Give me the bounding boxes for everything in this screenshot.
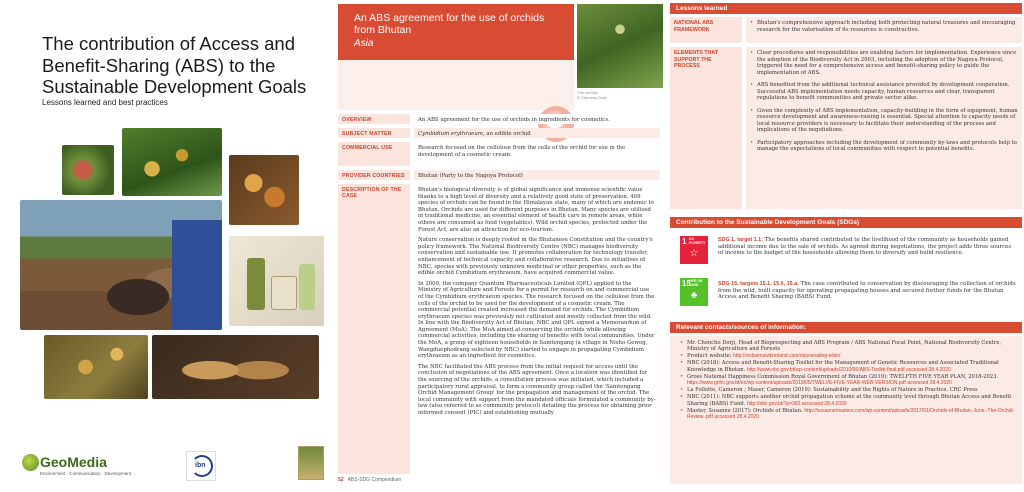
sdg-1-text bbox=[718, 237, 1018, 257]
description-paragraph: The NBC facilitated the ABS process from the initial request for access until the conclusion of negotiations of the ABS agreement. Once a location was identified for the sourcing of the orchids, a consultation process was initiated, which included a participatory rural appraisal, to form a community group called the 'Samtengang Orchid Management Group' for the propagation and management of the orchid. The local community with support from the mandated officials formulated a community by-law (also referred to as community protocol) detailing the process for obtaining prior informed consent (PIC) and establishing mutually bbox=[418, 363, 656, 416]
contact-item: • Product website: http://redoemswitzerland.com/rejuvenating-elixir/ bbox=[680, 353, 1016, 359]
species-desc: , an edible orchid bbox=[482, 131, 531, 137]
sdg-target: SDG 15, targets 15.1, 15.6, 15.a: bbox=[718, 281, 799, 287]
lesson-bullet: • Participatory approaches including the development of community by-laws and protocols help to manage the expectations of local communities with respect to potential benefits. bbox=[750, 140, 1018, 153]
species-name: Cymbidium erythraeum bbox=[418, 131, 483, 137]
table-row bbox=[338, 170, 660, 180]
row-value: Bhutan (Party to the Nagoya Protocol) bbox=[414, 170, 660, 180]
federal-ministry-logo bbox=[298, 446, 324, 480]
spices-photo bbox=[229, 155, 299, 225]
description-paragraph: Nature conservation is deeply rooted in the Bhutanese Constitution and the country's policy framework. The National Biodiversity Centre (NBC) manages biodiversity conservation and sustainable use. It promotes collaboration for technology transfer, enhancement of technical capacity and collaborative research. Due to initiatives of NBC, species with previously unknown medicinal or other properties, such as the edible orchid Cymbidium erythraeum, have acquired commercial value. bbox=[418, 237, 653, 277]
contact-item: • Gross National Happiness Commission Royal Government of Bhutan (2019): TWELFTH FIVE YEAR PLAN, 2018-2023. https://www.gnhc.gov.bt/en/wp-content/uploads/2019/05/TWELVE-FIVE-YEAR-WEB-VERSION.pdf accessed 28.4.2020 bbox=[680, 374, 1016, 387]
lesson-label: NATIONAL ABS FRAMEWORK bbox=[670, 17, 742, 43]
sdg-number: 1 bbox=[682, 237, 687, 246]
sdg-15-text bbox=[718, 281, 1018, 301]
page-footer bbox=[338, 477, 401, 483]
ibn-logo bbox=[186, 451, 216, 481]
page-number: 52 bbox=[338, 477, 344, 483]
lesson-bullet: • ABS benefited from the additional technical assistance provided by development cooperation. Successful ABS implementation needs capacity, human resources and clear, transparent regulations to benefit communities and private sector alike. bbox=[750, 82, 1018, 102]
description-paragraph: Bhutan's biological diversity is of global significance and immense scientific value thanks to a high level of diversity and a relatively good state of preservation. 469 species of orchids can be found in the Himalayan state, many of which are endemic to Bhutan. Orchids are used for different purposes in Bhutan. Many species are utilised in traditional medicine, an essential element of health care in remote areas, while others are consumed as food (vegetables). Wild orchid species, protected under the Forest Act, are also an attraction for eco-tourism. bbox=[418, 187, 654, 233]
contact-item: • NBC (2018): Access and Benefit-Sharing Toolkit for the Management of Genetic Resources and Associated Traditional Knowledge in Bhutan. http://www.nbc.gov.bt/wp-content/uploads/2010/06/ABS-Toolkit-final.pdf accessed 28.4.2020 bbox=[680, 360, 1016, 373]
table-row bbox=[338, 142, 660, 166]
sdg-target: SDG 1, target 1.1: bbox=[718, 237, 763, 243]
orchid-photo bbox=[577, 4, 663, 88]
case-title: An ABS agreement for the use of orchids from Bhutan bbox=[354, 12, 545, 36]
sdg-1-tile bbox=[680, 236, 708, 264]
row-label: OVERVIEW bbox=[338, 114, 410, 124]
sdg-description: The case contributed to conservation by discouraging the collection of orchids from the wild, built capacity for operating propagating houses and secured further funds for the Bhutan Access and Benefit Sharing (BABS) Fund. bbox=[718, 281, 1016, 301]
table-row bbox=[338, 184, 660, 474]
cosmetics-products-photo bbox=[229, 236, 324, 326]
lesson-label: ELEMENTS THAT SUPPORT THE PROCESS bbox=[670, 47, 742, 209]
table-row bbox=[338, 128, 660, 138]
seeds-in-hands-photo bbox=[152, 335, 319, 399]
case-header bbox=[338, 4, 574, 60]
row-value bbox=[414, 184, 660, 474]
photo-caption: The orchids © Chencho Dorji bbox=[577, 90, 607, 100]
cover-subtitle: Lessons learned and best practices bbox=[42, 98, 168, 107]
source-link[interactable]: http://www.nbc.gov.bt/wp-content/uploads/2010/06/ABS-Toolkit-final.pdf accessed 28.4.2020 bbox=[746, 366, 951, 373]
lesson-bullet: • Given the complexity of ABS implementation, capacity-building in the form of equipment, human resource development and awareness-raising is essential. Special attention to capacity needs of local resource providers is necessary to facilitate their understanding of the process and implications of the negotiations. bbox=[750, 108, 1018, 134]
harvest-roots-photo bbox=[20, 200, 222, 330]
lessons-page bbox=[668, 0, 1024, 492]
row-label: PROVIDER COUNTRIES bbox=[338, 170, 410, 180]
cover-title: The contribution of Access and Benefit-Sharing (ABS) to the Sustainable Development Goals bbox=[42, 33, 307, 97]
sdg-15-tile bbox=[680, 278, 708, 306]
contact-item: • La Follette, Cameron ; Maser, Cameron (2019): Sustainability and the Rights of Nature in Practice. CRC Press bbox=[680, 387, 1016, 393]
table-row bbox=[338, 114, 660, 124]
row-label: SUBJECT MATTER bbox=[338, 128, 410, 138]
contacts-heading: Relevant contacts/sources of information: bbox=[670, 322, 1022, 333]
sdg-description: The benefits shared contributed to the livelihood of the community as households gained additional income due to the sale of orchids. As agreed during negotiations, the project adds three sources of income to the budget of the households allowing them to diversify and build resilience. bbox=[718, 237, 1012, 257]
source-link[interactable]: https://www.gnhc.gov.bt/en/wp-content/uploads/2019/05/TWELVE-FIVE-YEAR-WEB-VERSION.pdf accessed 28.4.2020 bbox=[687, 380, 952, 387]
contact-item: • Mr. Chencho Dorji, Head of Bioprospecting and ABS Program / ABS National Focal Point, National Biodiversity Centre, Ministry of Agriculture and Forests bbox=[680, 340, 1016, 353]
lesson-bullet: • Bhutan's comprehensive approach including both protecting natural treasures and encouraging research for the valorisation of its resources is constructive. bbox=[750, 20, 1018, 33]
sdg-name: NO POVERTY bbox=[689, 237, 706, 245]
case-study-page bbox=[333, 0, 667, 492]
contact-item: • Master, Susanne (2017): Orchids of Bhutan. http://susannemasters.com/wp-content/uploads/2017/01/Orchids-of-Bhutan.-June.-The-Orchid-Review..pdf accessed 28.4.2020 bbox=[680, 408, 1016, 421]
sdg-number: 15 bbox=[682, 279, 691, 288]
footer-text: ABS-SDG Compendium bbox=[347, 477, 402, 483]
ibn-logo-text: ibn bbox=[195, 462, 206, 469]
sdg-heading: Contribution to the Sustainable Development Goals (SDGs) bbox=[670, 217, 1022, 228]
geomedia-tagline: Environment · Communication · Development bbox=[40, 471, 132, 476]
globe-icon bbox=[22, 454, 39, 471]
contacts-list bbox=[670, 336, 1022, 484]
geomedia-name: GeoMedia bbox=[40, 454, 107, 470]
family-icon: ☆ bbox=[689, 248, 699, 259]
row-value: An ABS agreement for the use of orchids in ingredients for cosmetics. bbox=[414, 114, 660, 124]
cover-page bbox=[0, 0, 330, 492]
lesson-row bbox=[670, 17, 1022, 43]
fruit-photo bbox=[62, 145, 114, 195]
flowers-photo bbox=[44, 335, 148, 399]
lesson-content bbox=[746, 17, 1022, 43]
lesson-row bbox=[670, 47, 1022, 209]
source-link[interactable]: http://nbc.gov.bt/?p=382 accessed 28.4.2020 bbox=[746, 400, 847, 407]
row-label: COMMERCIAL USE bbox=[338, 142, 410, 166]
row-value bbox=[414, 128, 660, 138]
description-paragraph: In 2009, the company Quantum Pharmaceuticals Limited (QPL) applied to the Ministry of Agriculture and Forests for a permit for research on and commercial use of the Cymbidium erythraeum species. The research focused on the cellulose from the cells of the orchid to be used for the development of a cosmetic cream. The commercial potential created increased the demand for orchids. The Cymbidium erythraeum species was previously not cultivated and mostly collected from the wild. In line with the Biodiversity Act of Bhutan, NBC and QPL signed a Memorandum of Agreement (MoA). The MoA aimed at conserving the orchids while allowing commercial activities, including the sharing of benefits with local communities. Under the MoA, a group of eighteen households in Samtengang (a village in Nisho Gewog, Wangduephodrang selected by NBC) started to engage in propagating Cymbidium erythraeum as an ingredient for cosmetics. bbox=[418, 280, 655, 360]
lesson-content bbox=[746, 47, 1022, 209]
plant-berries-photo bbox=[122, 128, 222, 196]
case-region: Asia bbox=[354, 38, 374, 49]
row-label: DESCRIPTION OF THE CASE bbox=[338, 184, 410, 474]
lessons-heading: Lessons learned bbox=[670, 3, 1022, 14]
tree-icon: ♣ bbox=[690, 290, 698, 301]
lesson-bullet: • Clear procedures and responsibilities are enabling factors for implementation. Experience since the adoption of the Biodiversity Act in 2003, including the adoption of the Nagoya Protocol, triggered the need for a comprehensive access and benefit-sharing policy to guide the implementation of ABS. bbox=[750, 50, 1018, 76]
sdg-name: LIFE ON LAND bbox=[689, 279, 703, 287]
source-link[interactable]: http://redoemswitzerland.com/rejuvenating-elixir/ bbox=[733, 353, 841, 360]
contact-item: • NBC (2011): NBC supports another orchid propagation scheme at the community level through Bhutan Access and Benefit Sharing (BABS) Fund. http://nbc.gov.bt/?p=382 accessed 28.4.2020 bbox=[680, 394, 1016, 407]
row-value: Research focused on the cellulose from the cells of the orchid for use in the development of a cosmetic cream. bbox=[414, 142, 660, 166]
region-map-band bbox=[338, 60, 574, 110]
source-link[interactable]: http://susannemasters.com/wp-content/uploads/2017/01/Orchids-of-Bhutan.-June.-The-Orchid-Review..pdf accessed 28.4.2020 bbox=[687, 407, 1015, 421]
